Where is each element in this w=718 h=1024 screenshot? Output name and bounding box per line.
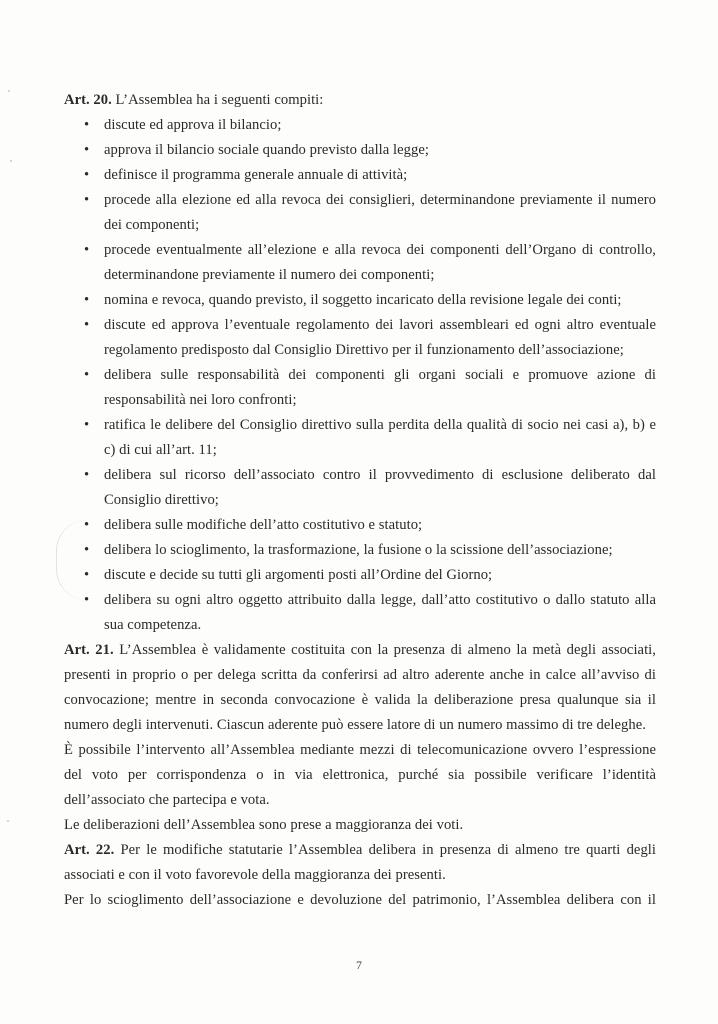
article-21-text: L’Assemblea è validamente costituita con la presenza di almeno la metà degli associati, presenti in proprio o per delega scritta da conferirsi ad altro aderente anche in calce all’avviso di convocazione; mentre in seconda convocazione è valida la deliberazione presa qualunque sia il numero degli intervenuti. Ciascun aderente può essere latore di un numero massimo di tre deleghe. (64, 642, 656, 733)
list-item: • delibera sulle modifiche dell’atto costitutivo e statuto; (64, 513, 656, 538)
list-item: • delibera su ogni altro oggetto attribuito dalla legge, dall’atto costitutivo o dallo statuto alla sua competenza. (64, 588, 656, 638)
list-item: • delibera lo scioglimento, la trasformazione, la fusione o la scissione dell’associazione; (64, 538, 656, 563)
bullet-icon: • (84, 417, 90, 433)
document-body (64, 88, 656, 913)
article-22-number: Art. 22. (64, 842, 115, 858)
list-item: • definisce il programma generale annuale di attività; (64, 163, 656, 188)
bullet-icon: • (84, 517, 90, 533)
bullet-icon: • (84, 467, 90, 483)
article-21-paragraph-3: Le deliberazioni dell’Assemblea sono prese a maggioranza dei voti. (64, 817, 464, 833)
scan-speck (10, 160, 12, 162)
page-number: 7 (356, 958, 362, 972)
list-item: • discute ed approva l’eventuale regolamento dei lavori assembleari ed ogni altro eventuale regolamento predisposto dal Consiglio Direttivo per il funzionamento dell’associazione; (64, 313, 656, 363)
article-22-text: Per le modifiche statutarie l’Assemblea delibera in presenza di almeno tre quarti degli associati e con il voto favorevole della maggioranza dei presenti. (64, 842, 656, 883)
article-22-paragraph-2: Per lo scioglimento dell’associazione e devoluzione del patrimonio, l’Assemblea delibera con il (64, 892, 656, 908)
bullet-icon: • (84, 542, 90, 558)
list-item: • nomina e revoca, quando previsto, il soggetto incaricato della revisione legale dei conti; (64, 288, 656, 313)
article-21-number: Art. 21. (64, 642, 114, 658)
list-item: • ratifica le delibere del Consiglio direttivo sulla perdita della qualità di socio nei casi a), b) e c) di cui all’art. 11; (64, 413, 656, 463)
list-item: • procede alla elezione ed alla revoca dei consiglieri, determinandone previamente il numero dei componenti; (64, 188, 656, 238)
article-20-heading (64, 88, 656, 113)
bullet-icon: • (84, 592, 90, 608)
bullet-icon: • (84, 292, 90, 308)
list-item: • delibera sulle responsabilità dei componenti gli organi sociali e promuove azione di responsabilità nei loro confronti; (64, 363, 656, 413)
article-20-number: Art. 20. (64, 92, 112, 108)
bullet-icon: • (84, 117, 90, 133)
article-20-intro: L’Assemblea ha i seguenti compiti: (115, 92, 324, 108)
bullet-icon: • (84, 142, 90, 158)
bullet-icon: • (84, 167, 90, 183)
article-20-list (64, 113, 656, 638)
list-item: • delibera sul ricorso dell’associato contro il provvedimento di esclusione deliberato dal Consiglio direttivo; (64, 463, 656, 513)
bullet-icon: • (84, 317, 90, 333)
list-item: • discute e decide su tutti gli argomenti posti all’Ordine del Giorno; (64, 563, 656, 588)
bullet-icon: • (84, 367, 90, 383)
list-item: • discute ed approva il bilancio; (64, 113, 656, 138)
article-21-paragraph (64, 638, 656, 738)
article-22-paragraph (64, 838, 656, 888)
scan-speck (8, 90, 10, 92)
scan-speck (7, 820, 9, 822)
list-item: • procede eventualmente all’elezione e alla revoca dei componenti dell’Organo di controllo, determinandone previamente il numero dei componenti; (64, 238, 656, 288)
bullet-icon: • (84, 567, 90, 583)
article-21-paragraph-2: È possibile l’intervento all’Assemblea mediante mezzi di telecomunicazione ovvero l’espressione del voto per corrispondenza o in via elettronica, purché sia possibile verificare l’identità dell’associato che partecipa e vota. (64, 742, 656, 808)
bullet-icon: • (84, 192, 90, 208)
bullet-icon: • (84, 242, 90, 258)
list-item: • approva il bilancio sociale quando previsto dalla legge; (64, 138, 656, 163)
